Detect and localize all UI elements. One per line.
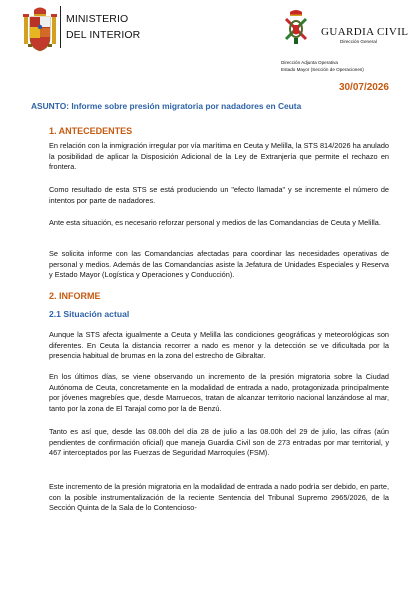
ministry-name: [66, 11, 140, 43]
section-heading-informe: 2. INFORME: [49, 291, 101, 301]
paragraph: En relación con la inmigración irregular por vía marítima en Ceuta y Melilla, la STS 814/2026 ha anulado la posibilidad de aplicar la Disposición Adicional de la Ley de Extranjería que permite el rechazo en frontera.: [49, 141, 389, 171]
paragraph: En los últimos días, se viene observando un incremento de la presión migratoria sobre la Ciudad Autónoma de Ceuta, concretamente en la modalidad de entrada a nado, protagonizada principalmente por jóvenes magrebíes que, desde Marruecos, tratan de alcanzar territorio nacional lanzándose al mar, tanto por la zona de El Tarajal como por la de Benzú.: [49, 372, 389, 413]
paragraph: Como resultado de esta STS se está produciendo un "efecto llamada" y se incremente el número de intentos por parte de nadadores.: [49, 185, 389, 205]
ministry-line-2: DEL INTERIOR: [66, 29, 141, 41]
subject-text: Informe sobre presión migratoria por nadadores en Ceuta: [71, 101, 302, 111]
subject-line: [31, 101, 301, 111]
paragraph: Se solicita informe con las Comandancias afectadas para coordinar las necesidades operativas de personal y medios. Además de las Comandancias asiste la Jefatura de Unidades Especiales y Reserva y Estado Mayor (Logística y Operaciones y Conducción).: [49, 249, 389, 279]
unit-address: [281, 59, 364, 73]
subsection-heading-situacion: 2.1 Situación actual: [49, 309, 130, 319]
ministry-line-1: MINISTERIO: [66, 13, 129, 25]
address-line-2: Estado Mayor (Sección de Operaciones): [281, 67, 364, 72]
paragraph: Este incremento de la presión migratoria en la modalidad de entrada a nado podría ser debido, en parte, con la posible instrumentalización de la reciente Sentencia del Tribunal Supremo 2965/2026, de la Sección Quinta de la Sala de lo Contencioso-: [49, 482, 389, 512]
subject-label: ASUNTO:: [31, 101, 69, 111]
section-heading-antecedentes: 1. ANTECEDENTES: [49, 126, 133, 136]
paragraph: Aunque la STS afecta igualmente a Ceuta y Melilla las condiciones geográficas y meteorológicas son diferentes. En Ceuta la distancia recorrer a nado es menor y la detección se ve dificultada por la presencia habitual de brumas en la zona del estrecho de Gibraltar.: [49, 330, 389, 360]
document-date: 30/07/2026: [338, 82, 389, 93]
guardia-civil-subtitle: Dirección General: [340, 39, 377, 44]
coat-of-arms-icon: [22, 6, 58, 56]
paragraph: Tanto es así que, desde las 08.00h del día 28 de julio a las 08.00h del 29 de julio, las cifras (aún pendientes de confirmación oficial) que maneja Guardia Civil son de 273 entradas por mar territorial, y 467 interceptados por las Fuerzas de Seguridad Marroquíes (FSM).: [49, 427, 389, 457]
header-divider: [60, 6, 61, 48]
guardia-civil-emblem-icon: [281, 8, 311, 46]
paragraph: Ante esta situación, es necesario reforzar personal y medios de las Comandancias de Ceuta y Melilla.: [49, 218, 381, 227]
address-line-1: Dirección Adjunta Operativa: [281, 60, 338, 65]
guardia-civil-name: GUARDIA CIVIL: [321, 26, 409, 38]
